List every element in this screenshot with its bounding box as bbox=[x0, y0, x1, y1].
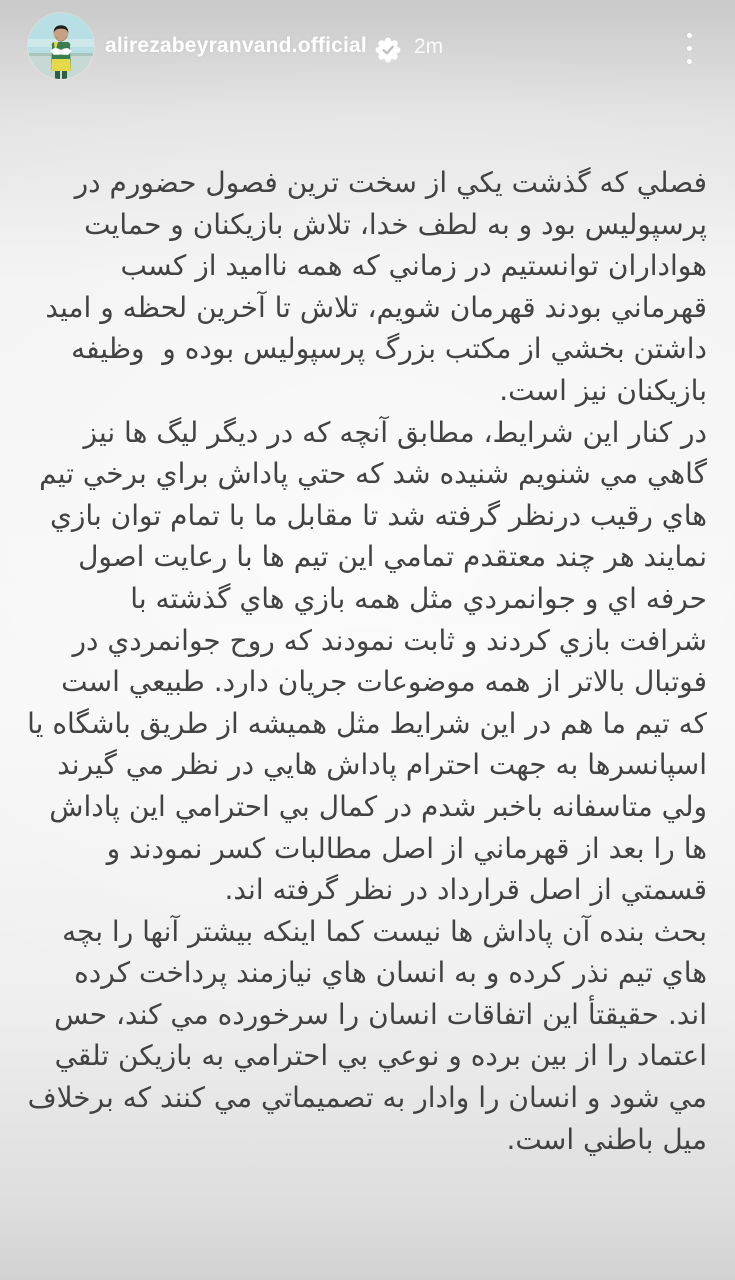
story-text-line: پرسپوليس بود و به لطف خدا، تلاش بازيكنان و حمايت bbox=[84, 207, 707, 241]
story-text-line: كه تيم ما هم در اين شرايط مثل هميشه از طريق باشگاه يا bbox=[27, 706, 707, 740]
username[interactable]: alirezabeyranvand.official bbox=[105, 34, 367, 57]
story-text-line: ميل باطني است. bbox=[506, 1122, 707, 1156]
more-options-button[interactable] bbox=[677, 26, 701, 70]
story-text-line: ها را بعد از قهرماني از اصل مطالبات كسر نمودند و bbox=[106, 831, 707, 865]
story-text-line: فصلي كه گذشت يكي از سخت ترين فصول حضورم در bbox=[74, 166, 707, 199]
story-text-line: گاهي مي شنويم شنيده شد كه حتي پاداش براي برخي تيم bbox=[39, 457, 707, 491]
story-text-line: در كنار اين شرايط، مطابق آنچه كه در ديگر ليگ ها نيز bbox=[83, 415, 707, 449]
story-text-line: هواداران توانستيم در زماني كه همه نااميد از كسب bbox=[120, 249, 707, 283]
story-text-line: بازيكنان نيز است. bbox=[499, 373, 707, 407]
story-text-line: هاي تيم نذر كرده و به انسان هاي نيازمند پرداخت كرده bbox=[74, 956, 707, 990]
story-text-line: هاي رقيب درنظر گرفته شد تا مقابل ما با تمام توان بازي bbox=[49, 498, 707, 532]
story-text-line: قهرماني بودند قهرمان شويم، تلاش تا آخرين لحظه و اميد bbox=[45, 290, 707, 324]
verified-badge-icon bbox=[375, 37, 401, 63]
story-text-line: ولي متاسفانه باخبر شدم در كمال بي احترامي اين پاداش bbox=[49, 789, 707, 823]
avatar[interactable] bbox=[28, 13, 94, 79]
story-text-line: شرافت بازي كردند و ثابت نمودند كه روح جوانمردي در bbox=[72, 623, 707, 657]
story-text bbox=[28, 162, 707, 1160]
story-text-line: قسمتي از اصل قرارداد در نظر گرفته اند. bbox=[224, 873, 707, 907]
story-text-line: اعتماد را از بين برده و نوعي بي احترامي به بازيكن تلقي bbox=[54, 1039, 707, 1073]
goalkeeper-photo bbox=[28, 13, 94, 79]
story-text-line: اند. حقيقتأ اين اتفاقات انسان را سرخورده مي كند، حس bbox=[54, 997, 707, 1031]
story-text-line: حرفه اي و جوانمردي مثل همه بازي هاي گذشته با bbox=[130, 581, 707, 615]
story-text-line: داشتن بخشي از مكتب بزرگ پرسپوليس بوده و وظيفه bbox=[71, 332, 707, 366]
story-text-line: مي شود و انسان را وادار به تصميماتي مي كنند كه برخلاف bbox=[27, 1081, 707, 1115]
story-text-line: نمايند هر چند معتقدم تمامي اين تيم ها با رعايت اصول bbox=[78, 540, 707, 574]
story-timestamp: 2m bbox=[414, 35, 444, 58]
story-text-line: اسپانسرها به جهت احترام پاداش هايي در نظر مي گيرند bbox=[57, 748, 707, 782]
three-dot-menu-icon bbox=[687, 33, 692, 38]
story-text-line: بحث بنده آن پاداش ها نيست كما اينكه بيشتر آنها را بچه bbox=[62, 914, 707, 948]
story-header bbox=[0, 0, 735, 96]
story-text-line: فوتبال بالاتر از همه موضوعات جريان دارد. طبيعي است bbox=[61, 665, 707, 699]
